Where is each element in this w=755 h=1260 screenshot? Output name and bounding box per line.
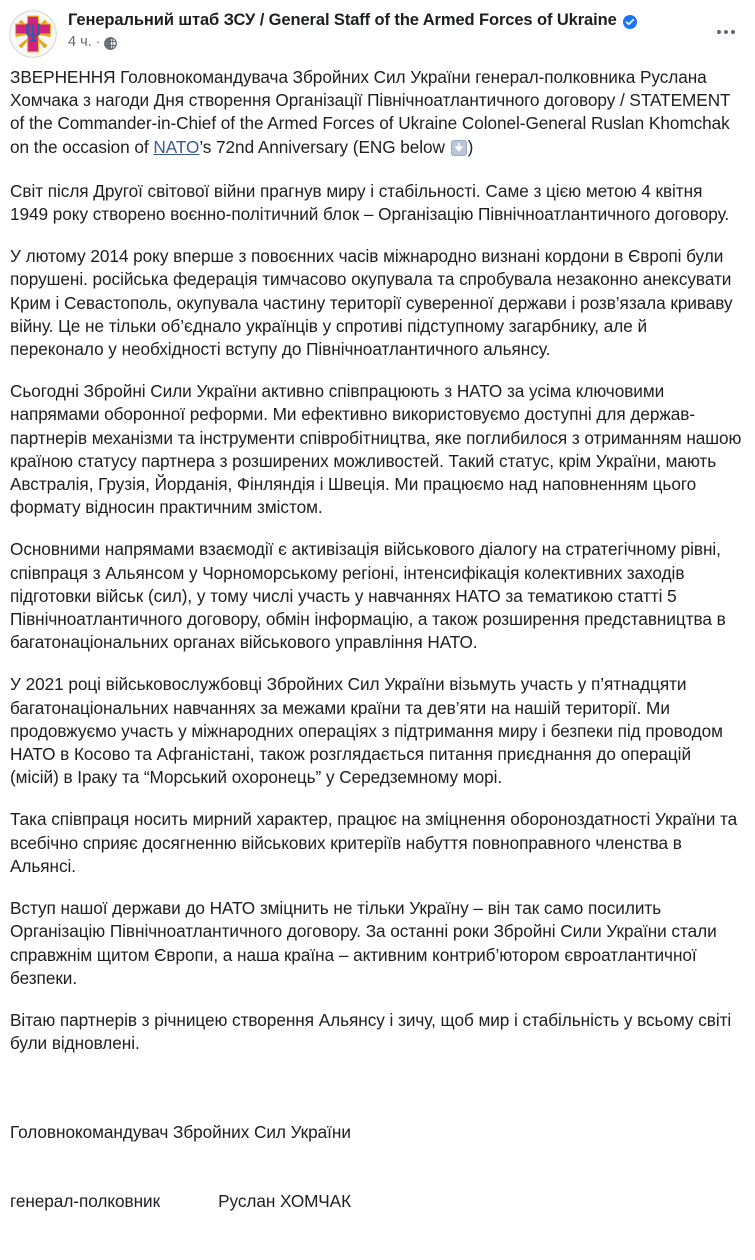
globe-public-icon[interactable] [104, 37, 117, 50]
post-paragraph: Сьогодні Збройні Сили України активно співпрацюють з НАТО за усіма ключовими напрямами оборонної реформи. Ми ефективно використовуємо доступні для держав-партнерів механізми та інструменти співробітництва, яке поглибилося з отриманням нашою країною статусу партнера з розширених можливостей. Такий статус, крім України, мають Австралія, Грузія, Йорданія, Фінляндія і Швеція. Ми працюємо над наповненням цього формату відносин практичним змістом. [10, 381, 742, 518]
down-arrow-emoji-icon [451, 139, 467, 155]
post-more-options-button[interactable] [709, 15, 743, 49]
lead-text-before-link: ЗВЕРНЕННЯ Головнокомандувача Збройних Сил України генерал-полковника Руслана Хомчака з нагоди Дня створення Організації Північноатлантичного договору / STATEMENT of the Commander-in-Chief of the Armed Forces of Ukraine Colonel-General Ruslan Khomchak on the occasion of [10, 67, 731, 157]
post-content [0, 66, 755, 1260]
post-paragraph: Основними напрямами взаємодії є активізація військового діалогу на стратегічному рівні, співпраця з Альянсом у Чорноморському регіоні, інтенсифікація колективних заходів підготовки військ (сил), у тому числі участь у навчаннях НАТО за тематикою статті 5 Північноатлантичного договору, обмін інформацію, а також розширення представництва в багатонаціональних органах військового управління НАТО. [10, 539, 726, 653]
post-paragraph: Така співпраця носить мирний характер, працює на зміцнення обороноздатності України та всебічно сприяє досягненню військових критеріїв набуття повноправного членства в Альянсі. [10, 809, 738, 876]
meta-separator: · [95, 33, 101, 49]
post-signature [10, 1074, 744, 1260]
post-header-text [57, 9, 709, 50]
post-meta [68, 34, 709, 50]
lead-text-tail: ) [467, 136, 474, 157]
post-paragraph: У 2021 році військовослужбовці Збройних Сил України візьмуть участь у п’ятнадцяти багатонаціональних навчаннях за межами країни та дев’яти на нашій території. Ми продовжуємо участь у міжнародних операціях з підтримання миру і безпеки під проводом НАТО в Косово та Афганістані, також розглядається питання приєднання до операцій (місій) в Іраку та “Морський охоронець” у Середземному морі. [10, 674, 723, 788]
avatar[interactable] [9, 10, 57, 58]
post-header [0, 0, 755, 66]
ellipsis-horizontal-icon [717, 30, 735, 34]
nato-link[interactable]: NATO [153, 136, 200, 157]
post-paragraph: Вітаю партнерів з річницею створення Альянсу і зичу, щоб мир і стабільність у всьому світі були відновлені. [10, 1009, 732, 1054]
post-paragraph: У лютому 2014 року вперше з повоєнних часів міжнародно визнані кордони в Європі були порушені. російська федерація тимчасово окупувала та спробувала незаконно анексувати Крим і Севастополь, окупувала частину території суверенної держави і розв’язала криваву війну. Це не тільки об’єднало українців у спротиві підступному загарбнику, але й переконало у необхідності вступу до Північноатлантичного альянсу. [10, 246, 733, 360]
post-paragraph: Світ після Другої світової війни прагнув миру і стабільності. Саме з цією метою 4 квітня 1949 року створено воєнно-політичний блок – Організацію Північноатлантичного договору. [10, 180, 730, 225]
signature-rank: генерал-полковник [10, 1191, 161, 1212]
verified-badge-icon [623, 15, 637, 29]
page-name[interactable]: Генеральний штаб ЗСУ / General Staff of the Armed Forces of Ukraine [68, 11, 617, 29]
post-paragraph: Вступ нашої держави до НАТО зміцнить не тільки Україну – він так само посилить Організацію Північноатлантичного договору. За останні роки Збройні Сили України стали справжнім щитом Європи, а наша країна – активним контриб’ютором євроатлантичної безпеки. [10, 898, 717, 988]
general-staff-emblem-icon [9, 10, 57, 58]
signature-rank-name [10, 1190, 744, 1213]
signature-name: Руслан ХОМЧАК [218, 1191, 352, 1212]
post-lead-paragraph [10, 66, 744, 159]
post-timestamp[interactable]: 4 ч. [68, 34, 92, 50]
author-row [68, 11, 709, 30]
lead-text-after-link: ’s 72nd Anniversary (ENG below [199, 136, 450, 157]
signature-title: Головнокомандувач Збройних Сил України [10, 1121, 351, 1142]
